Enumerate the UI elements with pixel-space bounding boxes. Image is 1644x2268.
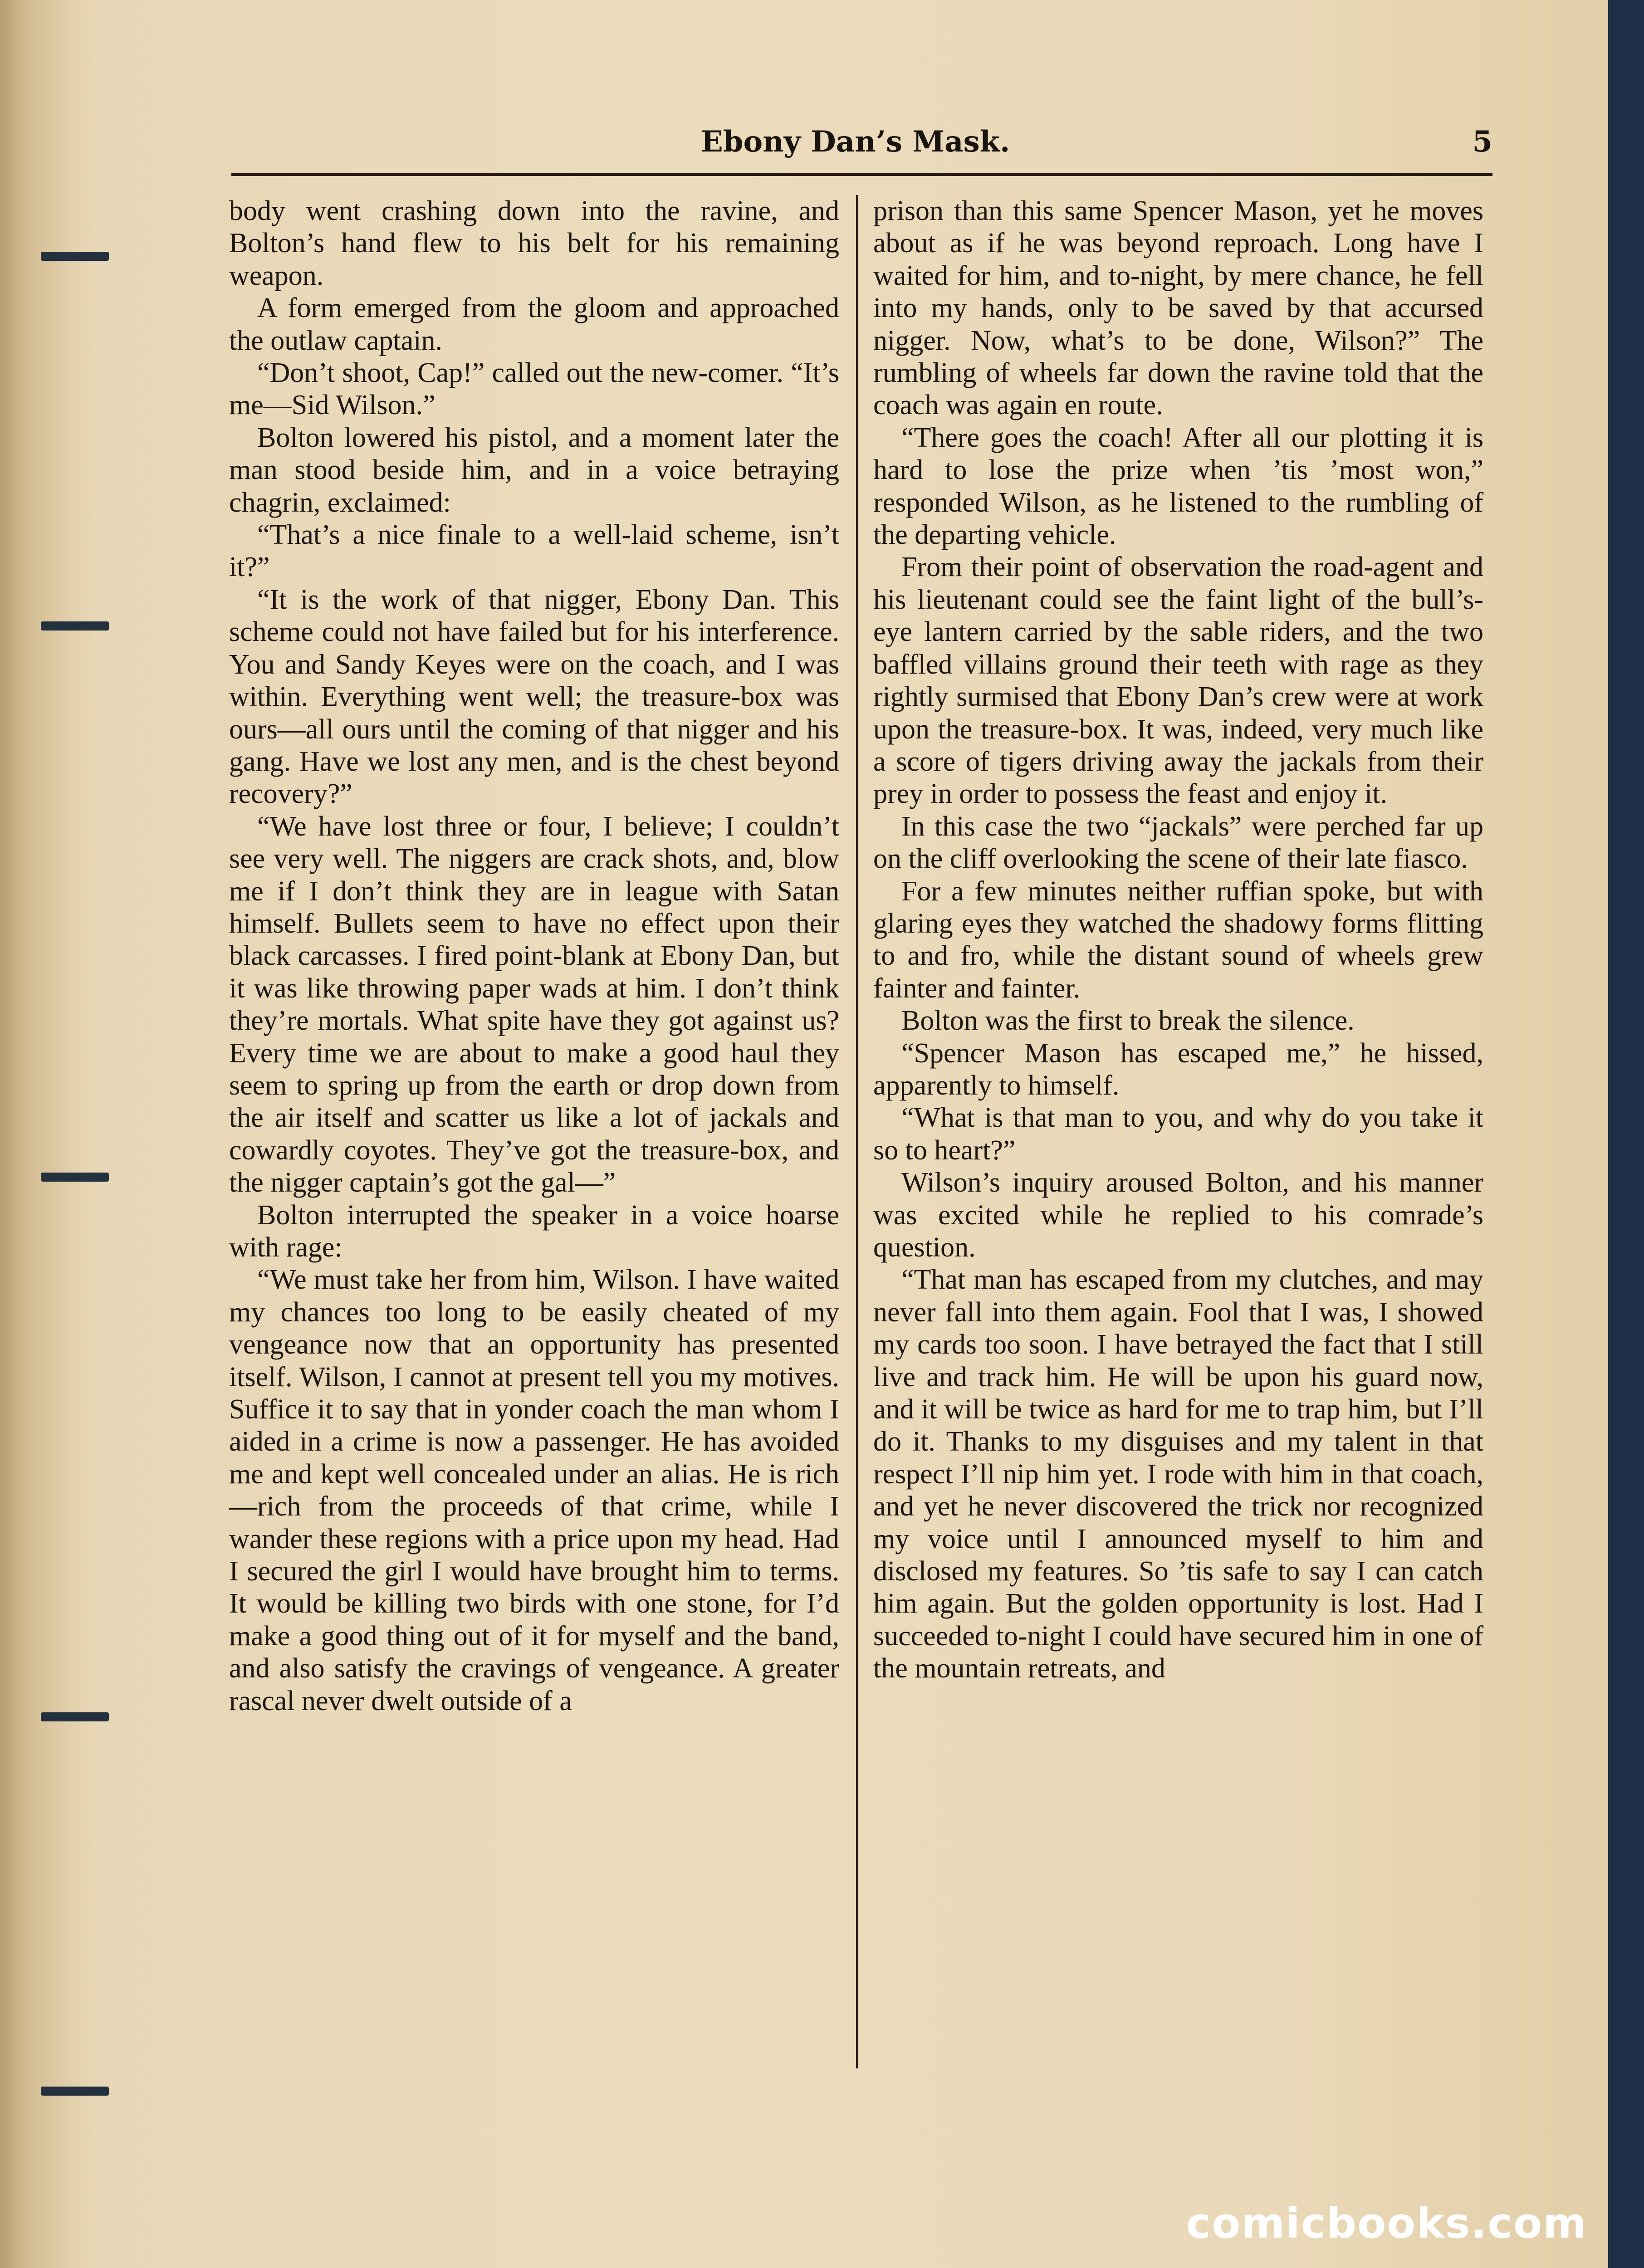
- paragraph: Bolton interrupted the speaker in a voice hoarse with rage:: [229, 1199, 839, 1263]
- paragraph: A form emerged from the gloom and approached the outlaw captain.: [229, 293, 839, 356]
- paragraph: “We have lost three or four, I believe; I couldn’t see very well. The niggers are crack shots, and, blow me if I don’t think they are in league with Satan himself. Bullets seem to have no effect upon their black carcasses. I fired point-blank at Ebony Dan, but it was like throwing paper wads at him. I don’t think they’re mortals. What spite have they got against us? Every time we are about to make a good haul they seem to spring up from the earth or drop down from the air itself and scatter us like a lot of jackals and cowardly coyotes. They’ve got the treasure-box, and the nigger captain’s got the gal—”: [229, 811, 839, 1198]
- paragraph: In this case the two “jackals” were perched far up on the cliff overlooking the scene of their late fiasco.: [873, 811, 1483, 875]
- running-title: Ebony Dan’s Mask.: [701, 125, 1010, 159]
- paragraph: Wilson’s inquiry aroused Bolton, and his manner was excited while he replied to his comrade’s question.: [873, 1167, 1483, 1263]
- binding-stitch: [41, 1173, 109, 1182]
- paragraph: “It is the work of that nigger, Ebony Dan. This scheme could not have failed but for his interference. You and Sandy Keyes were on the coach, and I was within. Everything went well; the treasure-box was ours—all ours until the coming of that nigger and his gang. Have we lost any men, and is the chest beyond recovery?”: [229, 584, 839, 810]
- paragraph: prison than this same Spencer Mason, yet he moves about as if he was beyond reproach. Long have I waited for him, and to-night, by mere chance, he fell into my hands, only to be saved by that accursed nigger. Now, what’s to be done, Wilson?” The rumbling of wheels far down the ravine told that the coach was again en route.: [873, 196, 1483, 421]
- paragraph: From their point of observation the road-agent and his lieutenant could see the faint light of the bull’s-eye lantern carried by the sable riders, and the two baffled villains ground their teeth with rage as they rightly surmised that Ebony Dan’s crew were at work upon the treasure-box. It was, indeed, very much like a score of tigers driving away the jackals from their prey in order to possess the feast and enjoy it.: [873, 552, 1483, 810]
- paragraph: Bolton lowered his pistol, and a moment later the man stood beside him, and in a voice betraying chagrin, exclaimed:: [229, 422, 839, 518]
- watermark: comicbooks.com: [1186, 2199, 1587, 2248]
- binding-stitch: [41, 252, 109, 261]
- left-column: [229, 195, 839, 1717]
- page-number: 5: [1472, 125, 1492, 159]
- paragraph: “Don’t shoot, Cap!” called out the new-comer. “It’s me—Sid Wilson.”: [229, 357, 839, 421]
- binding-stitch: [41, 621, 109, 631]
- binding-stitch: [41, 2087, 109, 2096]
- running-header: [231, 122, 1492, 172]
- column-divider: [856, 195, 858, 2068]
- right-column: [873, 195, 1483, 1685]
- paragraph: “What is that man to you, and why do you take it so to heart?”: [873, 1102, 1483, 1166]
- paragraph: “That’s a nice finale to a well-laid scheme, isn’t it?”: [229, 519, 839, 583]
- paragraph: For a few minutes neither ruffian spoke, but with glaring eyes they watched the shadowy forms flitting to and fro, while the distant sound of wheels grew fainter and fainter.: [873, 875, 1483, 1004]
- header-rule: [231, 173, 1492, 176]
- binding-stitch: [41, 1712, 109, 1721]
- paragraph: Bolton was the first to break the silence.: [901, 1005, 1355, 1036]
- page-binding: [0, 0, 73, 2268]
- paragraph: body went crashing down into the ravine, and Bolton’s hand flew to his belt for his remaining weapon.: [229, 196, 839, 291]
- paragraph: “Spencer Mason has escaped me,” he hissed, apparently to himself.: [873, 1037, 1483, 1101]
- paragraph: “There goes the coach! After all our plotting it is hard to lose the prize when ’tis ’most won,” responded Wilson, as he listened to the rumbling of the departing vehicle.: [873, 422, 1483, 551]
- paragraph: “That man has escaped from my clutches, and may never fall into them again. Fool that I was, I showed my cards too soon. I have betrayed the fact that I still live and track him. He will be upon his guard now, and it will be twice as hard for me to trap him, but I’ll do it. Thanks to my disguises and my talent in that respect I’ll nip him yet. I rode with him in that coach, and yet he never discovered the trick nor recognized my voice until I announced myself to him and disclosed my features. So ’tis safe to say I can catch him again. But the golden opportunity is lost. Had I succeeded to-night I could have secured him in one of the mountain retreats, and: [873, 1264, 1483, 1684]
- paragraph: “We must take her from him, Wilson. I have waited my chances too long to be easily cheated of my vengeance now that an opportunity has presented itself. Wilson, I cannot at present tell you my motives. Suffice it to say that in yonder coach the man whom I aided in a crime is now a passenger. He has avoided me and kept well concealed under an alias. He is rich—rich from the proceeds of that crime, while I wander these regions with a price upon my head. Had I secured the girl I would have brought him to terms. It would be killing two birds with one stone, for I’d make a good thing out of it for myself and the band, and also satisfy the cravings of vengeance. A greater rascal never dwelt outside of a: [229, 1264, 839, 1716]
